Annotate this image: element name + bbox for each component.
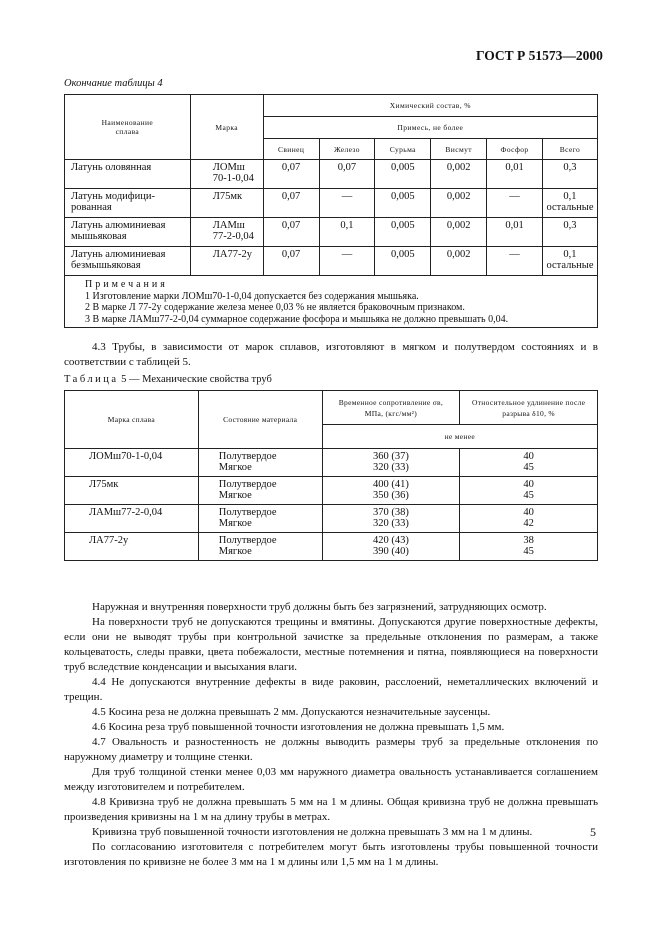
- elongation-values: 40 42: [460, 505, 598, 533]
- standard-header: ГОСТ Р 51573—2000: [476, 48, 603, 63]
- paragraph-ovality: Для труб толщиной стенки менее 0,03 мм наружного диаметра овальность устанавливается соглашением между изготовителем и потребителем.: [64, 766, 598, 793]
- cell-lead: 0,07: [263, 189, 319, 218]
- cell-lead: 0,07: [263, 247, 319, 276]
- material-state: Полутвердое Мягкое: [198, 533, 322, 561]
- col-header-state: Состояние материала: [198, 391, 322, 449]
- note-item: 2 В марке Л 77-2у содержание железа менее 0,03 % не является браковочным признаком.: [85, 302, 465, 313]
- col-header-antimony: Сурьма: [375, 139, 431, 160]
- cell-iron: 0,1: [319, 218, 375, 247]
- material-state: Полутвердое Мягкое: [198, 505, 322, 533]
- cell-total: 0,1 остальные: [542, 189, 597, 218]
- table5-title: Таблица 5 — Механические свойства труб: [64, 374, 272, 385]
- table-5-mechanical-properties: [64, 390, 598, 561]
- elongation-values: 40 45: [460, 449, 598, 477]
- strength-values: 420 (43) 390 (40): [322, 533, 460, 561]
- cell-iron: —: [319, 189, 375, 218]
- col-header-not-less: не менее: [322, 425, 597, 449]
- table-4-chemical-composition: [64, 94, 598, 328]
- alloy-mark: ЛОМш70-1-0,04: [65, 449, 199, 477]
- cell-antimony: 0,005: [375, 247, 431, 276]
- table-row: [65, 477, 598, 505]
- col-header-alloy-mark: Марка сплава: [65, 391, 199, 449]
- cell-antimony: 0,005: [375, 189, 431, 218]
- table-row: [65, 533, 598, 561]
- paragraph-curvature: Кривизна труб повышенной точности изготовления не должна превышать 3 мм на 1 м длины.: [92, 826, 533, 838]
- elongation-values: 40 45: [460, 477, 598, 505]
- material-state: Полутвердое Мягкое: [198, 477, 322, 505]
- cell-phosphorus: —: [487, 189, 543, 218]
- alloy-name: Латунь оловянная: [65, 160, 191, 189]
- cell-phosphorus: 0,01: [487, 160, 543, 189]
- paragraph-agreement: По согласованию изготовителя с потребителем могут быть изготовлены трубы повышенной точности изготовления по кривизне не более 3 мм на 1 м длины или 1,5 мм на 1 м длины.: [64, 841, 598, 868]
- cell-total: 0,1 остальные: [542, 247, 597, 276]
- paragraph-4-7: 4.7 Овальность и разностенность не должны выводить размеры труб за предельные отклонения по наружному диаметру и толщине стенки.: [64, 736, 598, 763]
- page-number: 5: [590, 825, 596, 839]
- paragraph-4-6: 4.6 Косина реза труб повышенной точности изготовления не должна превышать 1,5 мм.: [92, 721, 505, 733]
- elongation-values: 38 45: [460, 533, 598, 561]
- alloy-mark: ЛАМш77-2-0,04: [65, 505, 199, 533]
- alloy-mark: ЛАМш 77-2-0,04: [190, 218, 263, 247]
- cell-lead: 0,07: [263, 160, 319, 189]
- cell-total: 0,3: [542, 218, 597, 247]
- table-row: [65, 218, 598, 247]
- table-row: [65, 449, 598, 477]
- paragraph-surface: Наружная и внутренняя поверхности труб должны быть без загрязнений, затрудняющих осмотр.: [92, 601, 547, 613]
- cell-iron: —: [319, 247, 375, 276]
- table-row: [65, 505, 598, 533]
- cell-bismuth: 0,002: [431, 160, 487, 189]
- cell-total: 0,3: [542, 160, 597, 189]
- paragraph-4-8: 4.8 Кривизна труб не должна превышать 5 мм на 1 м длины. Общая кривизна труб не должна превышать произведения кривизны на 1 м на длину трубы в метрах.: [64, 796, 598, 823]
- col-header-alloy-name: Наименование сплава: [65, 95, 191, 160]
- table-row: [65, 189, 598, 218]
- strength-values: 370 (38) 320 (33): [322, 505, 460, 533]
- col-header-total: Всего: [542, 139, 597, 160]
- alloy-name: Латунь модифици- рованная: [65, 189, 191, 218]
- cell-bismuth: 0,002: [431, 218, 487, 247]
- cell-phosphorus: 0,01: [487, 218, 543, 247]
- cell-bismuth: 0,002: [431, 247, 487, 276]
- table-row: [65, 160, 598, 189]
- table4-continuation-title: Окончание таблицы 4: [64, 78, 163, 89]
- alloy-name: Латунь алюминиевая мышьяковая: [65, 218, 191, 247]
- cell-iron: 0,07: [319, 160, 375, 189]
- strength-values: 360 (37) 320 (33): [322, 449, 460, 477]
- strength-values: 400 (41) 350 (36): [322, 477, 460, 505]
- col-header-impurities: Примесь, не более: [263, 117, 597, 139]
- note-item: 1 Изготовление марки ЛОМш70-1-0,04 допускается без содержания мышьяка.: [85, 290, 419, 302]
- cell-phosphorus: —: [487, 247, 543, 276]
- col-header-phosphorus: Фосфор: [487, 139, 543, 160]
- note-item: 3 В марке ЛАМш77-2-0,04 суммарное содержание фосфора и мышьяка не должно превышать 0,04.: [85, 313, 509, 325]
- col-header-strength: Временное сопротивление σв, МПа, (кгс/мм²): [322, 391, 460, 425]
- col-header-chem: Химический состав, %: [263, 95, 597, 117]
- col-header-lead: Свинец: [263, 139, 319, 160]
- paragraph-4-5: 4.5 Косина реза не должна превышать 2 мм. Допускаются незначительные заусенцы.: [92, 706, 491, 718]
- alloy-mark: ЛОМш 70-1-0,04: [190, 160, 263, 189]
- alloy-mark: Л75мк: [65, 477, 199, 505]
- cell-antimony: 0,005: [375, 160, 431, 189]
- alloy-mark: Л75мк: [190, 189, 263, 218]
- alloy-name: Латунь алюминиевая безмышьяковая: [65, 247, 191, 276]
- col-header-bismuth: Висмут: [431, 139, 487, 160]
- alloy-mark: ЛА77-2у: [65, 533, 199, 561]
- cell-lead: 0,07: [263, 218, 319, 247]
- table4-notes: [65, 276, 598, 328]
- paragraph-defects: На поверхности труб не допускаются трещины и вмятины. Допускаются другие поверхностные дефекты, если они не выводят трубы при контрольной зачистке за предельные отклонения по размерам, а также кольцеватость, следы правки, цвета побежалости, местные потемнения и пятна, появляющиеся на поверхности труб вследствие конденсации и высыхания влаги.: [64, 616, 598, 673]
- paragraph-4-4: 4.4 Не допускаются внутренние дефекты в виде раковин, расслоений, неметаллических включений и трещин.: [64, 676, 598, 703]
- col-header-elongation: Относительное удлинение после разрыва δ10, %: [460, 391, 598, 425]
- body-text: [64, 600, 598, 870]
- material-state: Полутвердое Мягкое: [198, 449, 322, 477]
- notes-title: Примечания: [85, 279, 168, 290]
- table-row: [65, 247, 598, 276]
- cell-antimony: 0,005: [375, 218, 431, 247]
- col-header-iron: Железо: [319, 139, 375, 160]
- alloy-mark: ЛА77-2у: [190, 247, 263, 276]
- paragraph-4-3: 4.3 Трубы, в зависимости от марок сплавов, изготовляют в мягком и полутвердом состояниях и в соответствии с таблицей 5.: [64, 341, 598, 368]
- col-header-mark: Марка: [190, 95, 263, 160]
- cell-bismuth: 0,002: [431, 189, 487, 218]
